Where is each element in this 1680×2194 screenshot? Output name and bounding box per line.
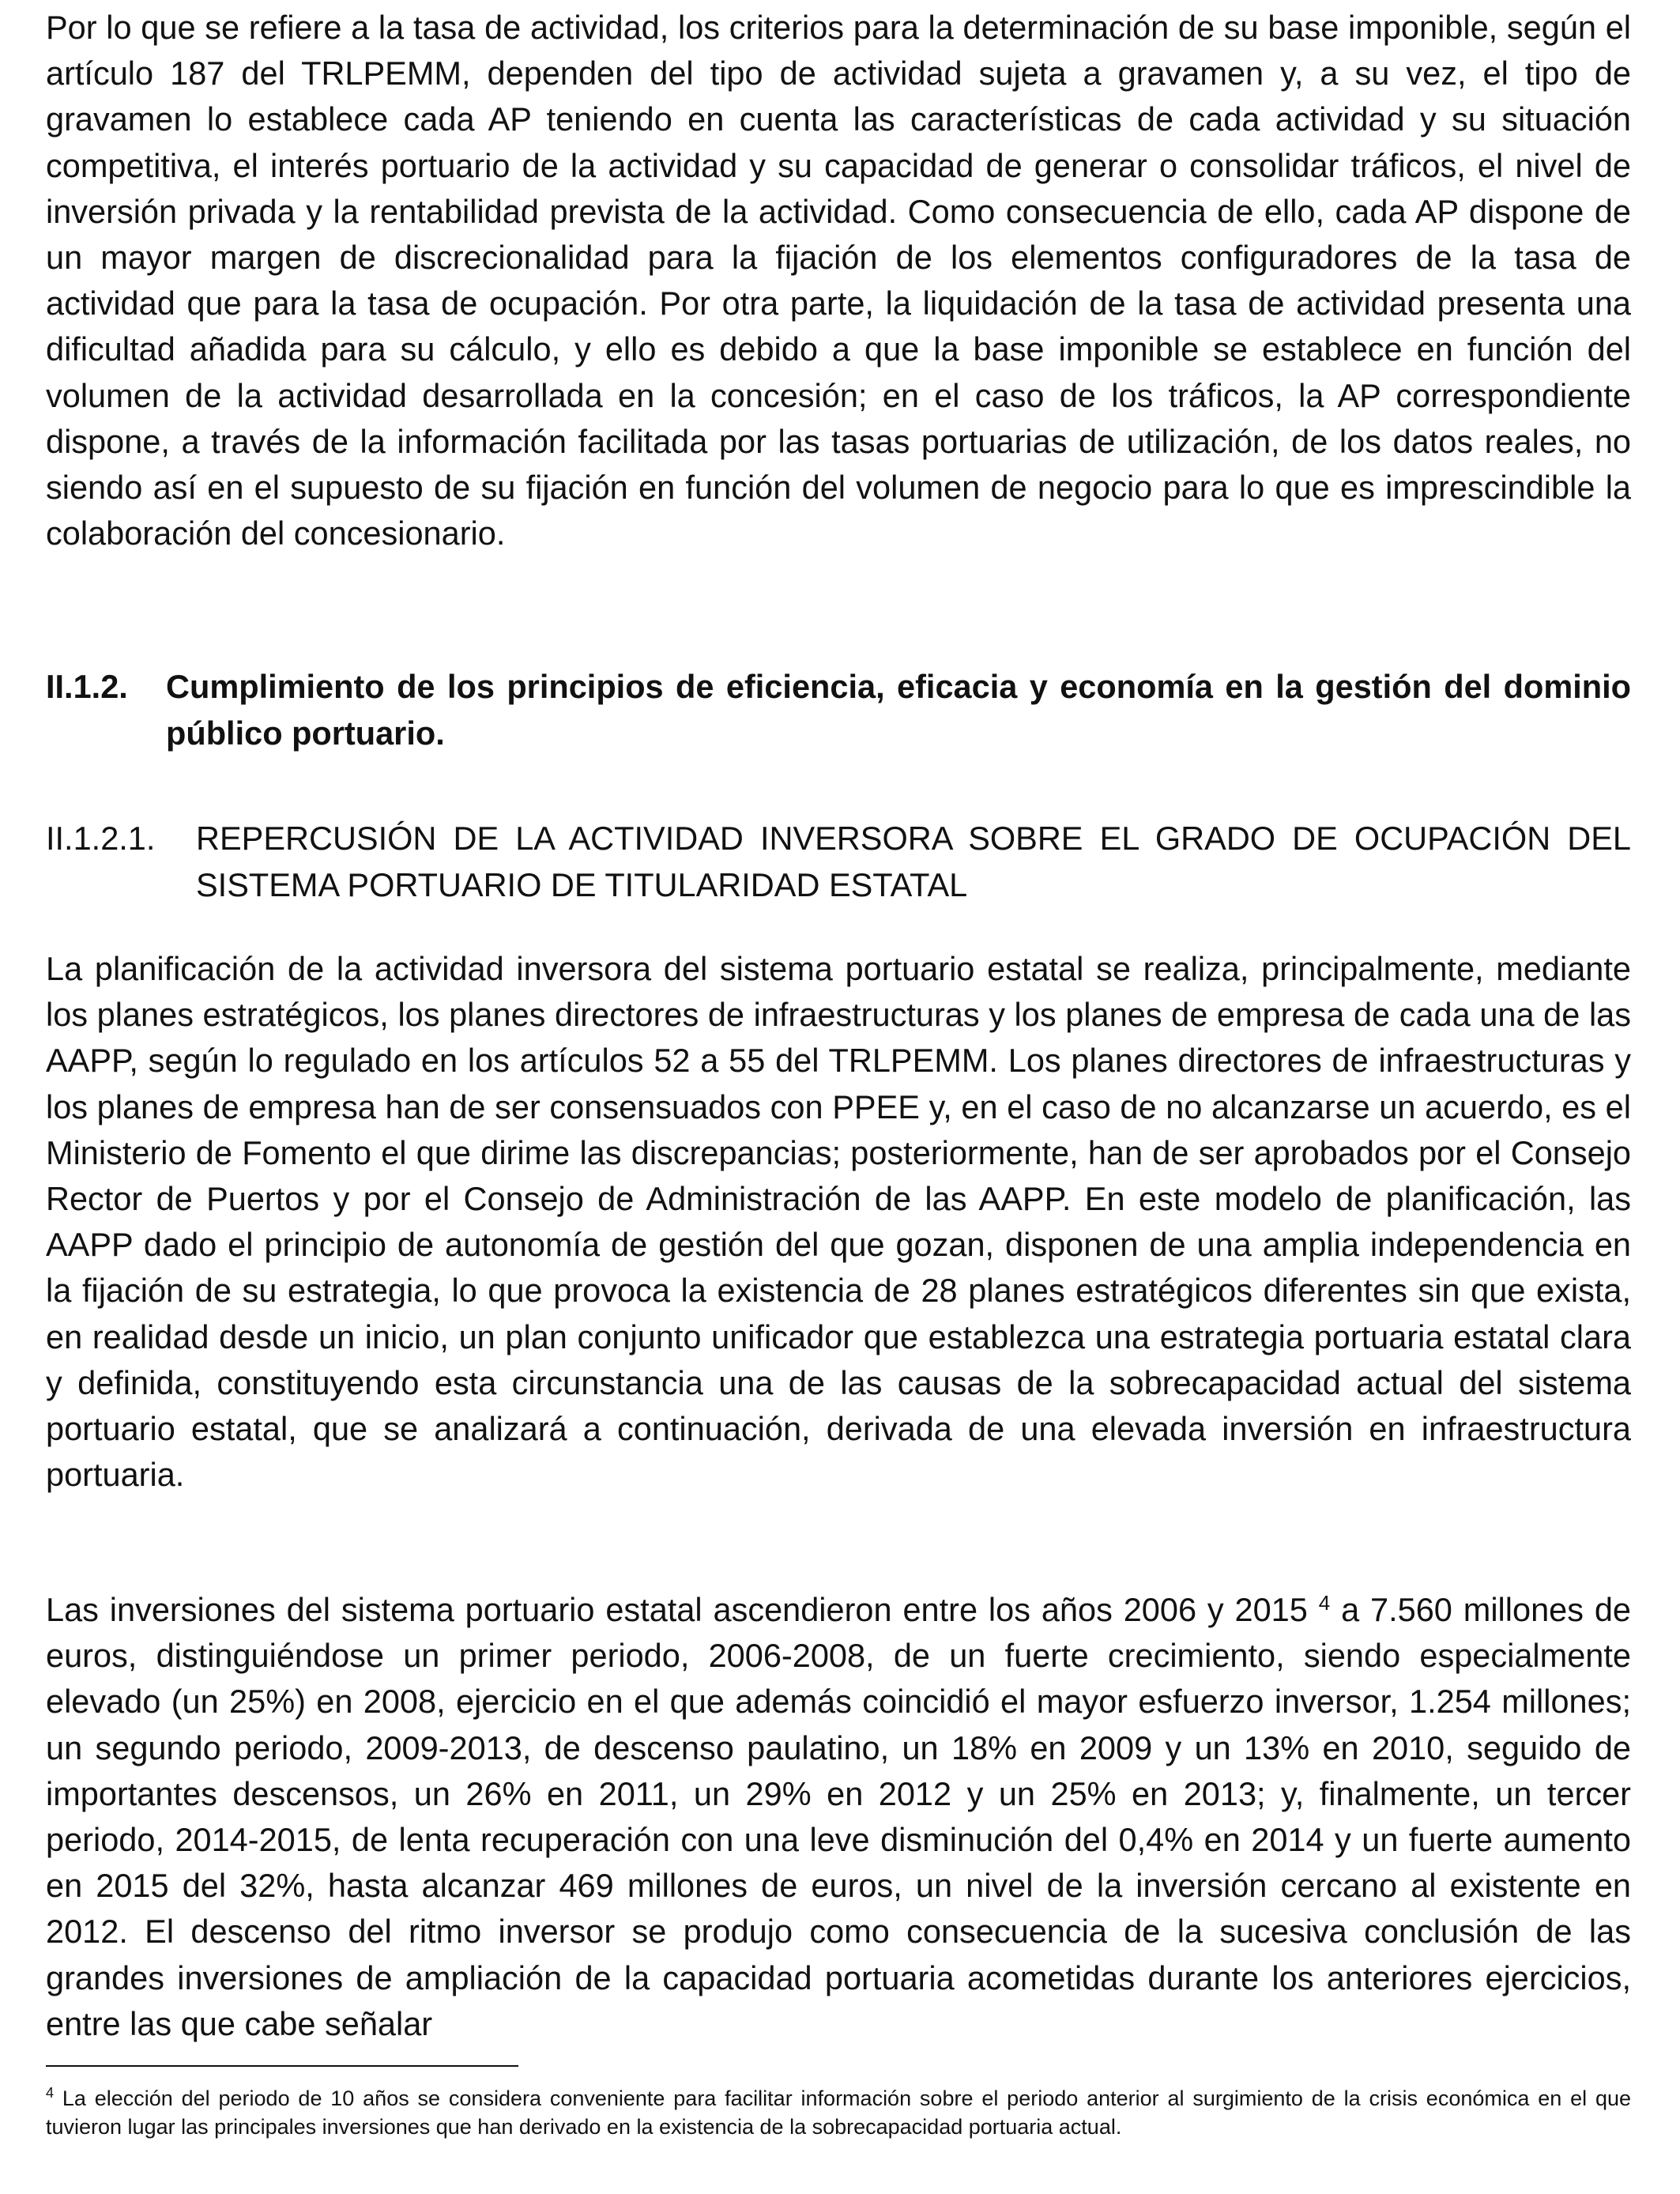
section-heading-text: Cumplimiento de los principios de eficiencia, eficacia y economía en la gestión del dominio público portuario. — [166, 668, 1631, 752]
section-heading-number: II.1.2. — [46, 668, 128, 705]
paragraph-inversiones — [46, 1587, 1631, 2047]
paragraph-planificacion: La planificación de la actividad inversora del sistema portuario estatal se realiza, principalmente, mediante los planes estratégicos, los planes directores de infraestructuras y los planes de empresa de cada una de las AAPP, según lo regulado en los artículos 52 a 55 del TRLPEMM. Los planes directores de infraestructuras y los planes de empresa han de ser consensuados con PPEE y, en el caso de no alcanzarse un acuerdo, es el Ministerio de Fomento el que dirime las discrepancias; posteriormente, han de ser aprobados por el Consejo Rector de Puertos y por el Consejo de Administración de las AAPP. En este modelo de planificación, las AAPP dado el principio de autonomía de gestión del que gozan, disponen de una amplia independencia en la fijación de su estrategia, lo que provoca la existencia de 28 planes estratégicos diferentes sin que exista, en realidad desde un inicio, un plan conjunto unificador que establezca una estrategia portuaria estatal clara y definida, constituyendo esta circunstancia una de las causas de la sobrecapacidad actual del sistema portuario estatal, que se analizará a continuación, derivada de una elevada inversión en infraestructura portuaria. — [46, 950, 1631, 1494]
footnote-mark: 4 — [46, 2085, 55, 2101]
footnote-reference[interactable]: 4 — [1318, 1591, 1331, 1615]
paragraph-inversiones-text-end: a 7.560 millones de euros, distinguiéndose un primer periodo, 2006-2008, de un fuerte crecimiento, siendo especialmente elevado (un 25%) en 2008, ejercicio en el que además coincidió el mayor esfuerzo inversor, 1.254 millones; un segundo periodo, 2009-2013, de descenso paulatino, un 18% en 2009 y un 13% en 2010, seguido de importantes descensos, un 26% en 2011, un 29% en 2012 y un 25% en 2013; y, finalmente, un tercer periodo, 2014-2015, de lenta recuperación con una leve disminución del 0,4% en 2014 y un fuerte aumento en 2015 del 32%, hasta alcanzar 469 millones de euros, un nivel de la inversión cercano al existente en 2012. El descenso del ritmo inversor se produjo como consecuencia de la sucesiva conclusión de las grandes inversiones de ampliación de la capacidad portuaria acometidas durante los anteriores ejercicios, entre las que cabe señalar — [46, 1591, 1632, 2042]
subsection-heading-text: REPERCUSIÓN DE LA ACTIVIDAD INVERSORA SOBRE EL GRADO DE OCUPACIÓN DEL SISTEMA PORTUARIO DE TITULARIDAD ESTATAL — [196, 820, 1631, 903]
section-heading-ii-1-2 — [46, 664, 1631, 756]
footnote-text: La elección del periodo de 10 años se considera conveniente para facilitar información sobre el periodo anterior al surgimiento de la crisis económica en el que tuvieron lugar las principales inversiones que han derivado en la existencia de la sobrecapacidad portuaria actual. — [46, 2087, 1631, 2139]
subsection-heading-ii-1-2-1 — [46, 816, 1631, 908]
paragraph-inversiones-text-start: Las inversiones del sistema portuario estatal ascendieron entre los años 2006 y 2015 — [46, 1591, 1319, 1628]
footnote — [46, 2084, 1631, 2142]
subsection-heading-number: II.1.2.1. — [46, 820, 156, 857]
paragraph-tasa-actividad: Por lo que se refiere a la tasa de actividad, los criterios para la determinación de su base imponible, según el artículo 187 del TRLPEMM, dependen del tipo de actividad sujeta a gravamen y, a su vez, el tipo de gravamen lo establece cada AP teniendo en cuenta las características de cada actividad y su situación competitiva, el interés portuario de la actividad y su capacidad de generar o consolidar tráficos, el nivel de inversión privada y la rentabilidad prevista de la actividad. Como consecuencia de ello, cada AP dispone de un mayor margen de discrecionalidad para la fijación de los elementos configuradores de la tasa de actividad que para la tasa de ocupación. Por otra parte, la liquidación de la tasa de actividad presenta una dificultad añadida para su cálculo, y ello es debido a que la base imponible se establece en función del volumen de la actividad desarrollada en la concesión; en el caso de los tráficos, la AP correspondiente dispone, a través de la información facilitada por las tasas portuarias de utilización, de los datos reales, no siendo así en el supuesto de su fijación en función del volumen de negocio para lo que es imprescindible la colaboración del concesionario. — [46, 9, 1631, 552]
footnote-separator — [46, 2065, 518, 2067]
